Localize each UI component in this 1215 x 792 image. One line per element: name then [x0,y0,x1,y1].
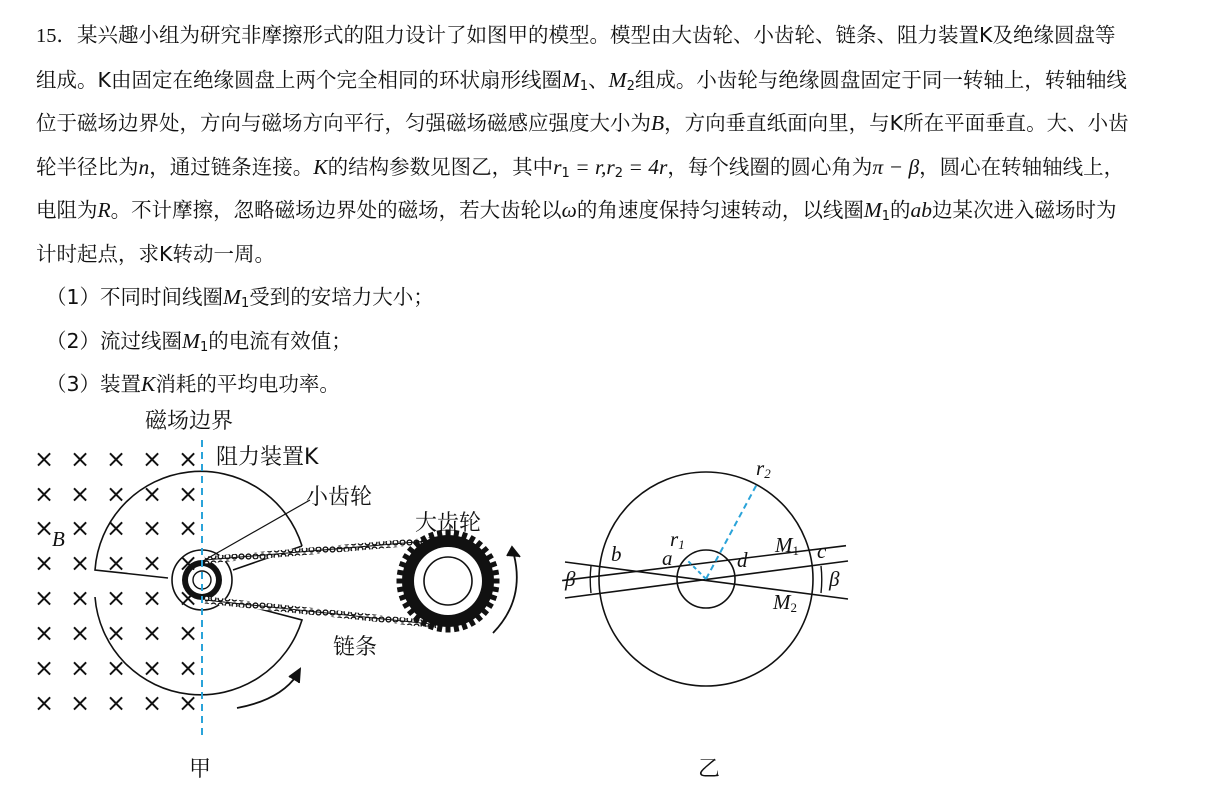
field-cross: × [105,480,127,508]
field-cross: × [33,445,55,473]
field-cross: × [177,549,199,577]
problem-number: 15． [36,25,77,47]
coil-M1-label: $M_1$ [775,533,799,558]
r2-label: $r_2$ [756,456,771,481]
field-cross: × [177,514,199,542]
beta-arc-left [590,566,591,593]
field-cross: × [105,654,127,682]
problem-line-6: 计时起点，求K转动一周。 [36,241,275,266]
field-cross: × [33,549,55,577]
field-cross: × [33,480,55,508]
field-cross: × [69,445,91,473]
field-cross: × [105,689,127,717]
question-1: （1）不同时间线圈$M_1$受到的安培力大小； [46,285,434,311]
field-cross: × [177,654,199,682]
boundary-line-upper [562,546,846,581]
big-gear-label: 大齿轮 [415,511,482,536]
field-cross: × [177,480,199,508]
boundary-label: 磁场边界 [145,409,234,434]
beta-arc-right [821,566,822,593]
field-cross: × [141,445,163,473]
field-cross: × [105,445,127,473]
problem-line-3: 位于磁场边界处，方向与磁场方向平行，匀强磁场磁感应强度大小为B，方向垂直纸面向里，与K所在平面垂直。大、小齿 [36,111,1129,135]
point-b-label: b [611,542,622,566]
r1-label: $r_1$ [670,527,685,552]
field-cross: × [105,549,127,577]
field-cross: × [69,689,91,717]
question-3: （3）装置K消耗的平均电功率。 [46,372,340,396]
field-cross: × [141,480,163,508]
problem-line-1: 15．某兴趣小组为研究非摩擦形式的阻力设计了如图甲的模型。模型由大齿轮、小齿轮、链条、阻力装置K及绝缘圆盘等 [36,23,1116,47]
field-B-label: B [52,527,65,551]
field-cross: × [105,514,127,542]
problem-line-5: 电阻为R。不计摩擦，忽略磁场边界处的磁场，若大齿轮以ω的角速度保持匀速转动，以线圈$M_1$的ab边某次进入磁场时为 [36,198,1117,224]
field-cross: × [69,549,91,577]
field-cross: × [33,619,55,647]
small-gear-label: 小齿轮 [306,485,373,510]
point-d-label: d [737,548,748,572]
problem-line-2: 组成。K由固定在绝缘圆盘上两个完全相同的环状扇形线圈$M_1$、$M_2$组成。小齿轮与绝缘圆盘固定于同一转轴上，转轴轴线 [36,67,1127,94]
field-cross: × [33,514,55,542]
figure-b-caption: 乙 [698,757,721,782]
point-c-label: c [817,539,827,563]
field-cross: × [141,549,163,577]
device-label: 阻力装置K [216,445,319,470]
point-a-label: a [662,546,673,570]
field-cross: × [33,689,55,717]
beta-left-label: β [565,567,576,591]
field-cross: × [141,654,163,682]
field-cross: × [69,514,91,542]
field-cross: × [69,480,91,508]
field-cross: × [105,584,127,612]
field-cross: × [141,584,163,612]
field-cross: × [141,514,163,542]
coil-M2-label: $M_2$ [773,590,797,615]
field-cross: × [177,619,199,647]
question-2: （2）流过线圈$M_1$的电流有效值； [46,328,352,355]
field-cross: × [177,689,199,717]
boundary-line-1 [565,562,848,599]
figure-a-caption: 甲 [189,757,212,782]
field-cross: × [177,445,199,473]
field-cross: × [141,619,163,647]
field-cross: × [105,619,127,647]
field-cross: × [141,689,163,717]
field-cross: × [69,584,91,612]
field-cross: × [69,619,91,647]
field-cross: × [33,654,55,682]
radius-r1 [686,559,706,579]
field-cross: × [69,654,91,682]
beta-right-label: β [829,567,840,591]
field-cross: × [33,584,55,612]
problem-line-4: 轮半径比为n，通过链条连接。K的结构参数见图乙，其中$r_1 = r,r_2 = 4r$，每个线圈的圆心角为π − β，圆心在转轴轴线上， [36,154,1125,181]
chain-label: 链条 [333,635,378,660]
field-cross: × [177,584,199,612]
boundary-line-2 [565,561,848,598]
